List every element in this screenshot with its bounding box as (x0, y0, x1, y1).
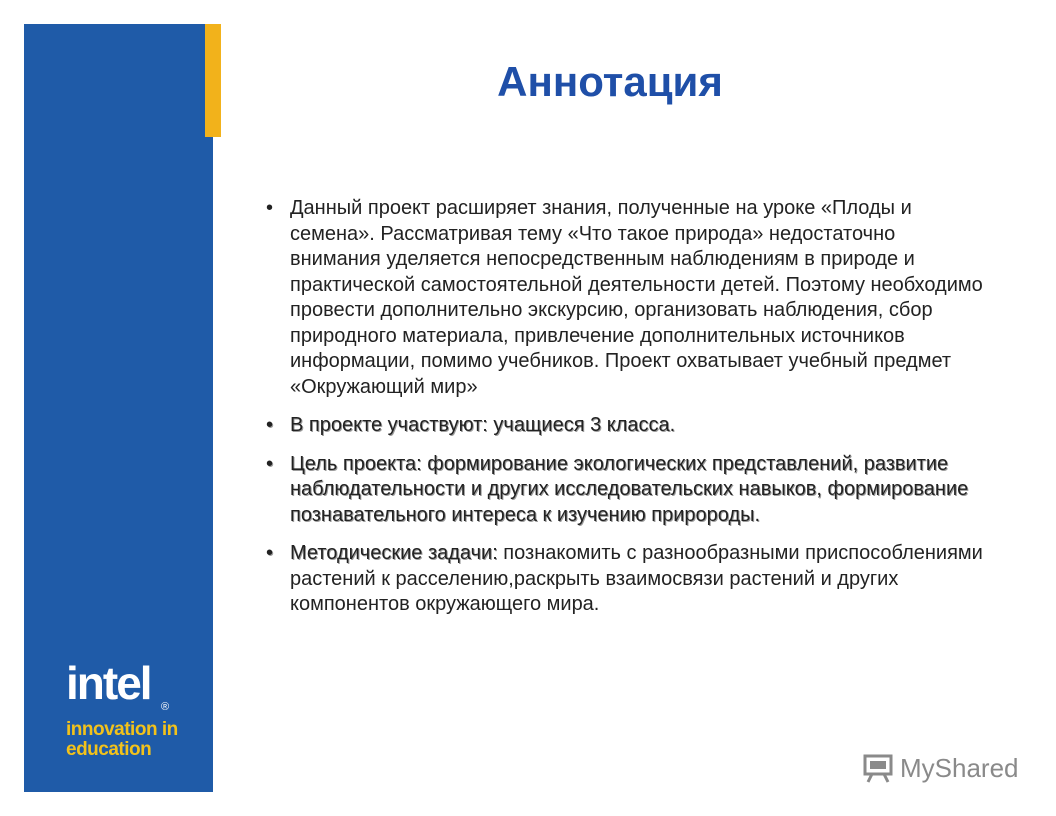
watermark (862, 752, 1019, 784)
bullet-lead: Методические задачи: (290, 542, 498, 564)
watermark-text: MyShared (900, 752, 1019, 783)
tagline-line-1: innovation in (66, 719, 178, 740)
intel-logo (66, 658, 216, 760)
bullet-text: познакомить с разнообразными приспособлениями растений к расселению,раскрыть взаимосвязи растений и других компонентов окружающего мира. (290, 542, 983, 615)
logo-wordmark: intel ® (66, 658, 216, 714)
bullet-icon: • (266, 452, 274, 475)
bullet-list (266, 196, 986, 631)
accent-bar (205, 24, 221, 137)
bullet-item (266, 541, 986, 618)
bullet-text: Цель проекта: формирование экологических представлений, развитие наблюдательности и других исследовательских навыков, формирование познавательного интереса к изучению приророды. (290, 452, 969, 526)
bullet-icon: • (266, 542, 274, 564)
bullet-item (266, 196, 986, 400)
bullet-icon: • (266, 414, 274, 436)
tagline-line-2: education (66, 739, 152, 760)
bullet-item (266, 413, 986, 439)
bullet-text: Данный проект расширяет знания, полученные на уроке «Плоды и семена». Рассматривая тему «Что такое природа» недостаточно внимания уделяется непосредственным наблюдениям в природе и практической самостоятельной деятельности детей. Поэтому необходимо провести дополнительно экскурсию, организовать наблюдения, сбор природного материала, привлечение дополнительных источников информации, помимо учебников. Проект охватывает учебный предмет «Окружающий мир» (290, 197, 983, 398)
logo-tagline (66, 720, 216, 760)
slide-title: Аннотация (497, 58, 723, 105)
bullet-item (266, 452, 986, 529)
registered-mark: ® (161, 701, 170, 713)
bullet-icon: • (266, 197, 274, 219)
presentation-icon (862, 752, 894, 784)
bullet-text: В проекте участвуют: учащиеся 3 класса. (290, 414, 676, 436)
